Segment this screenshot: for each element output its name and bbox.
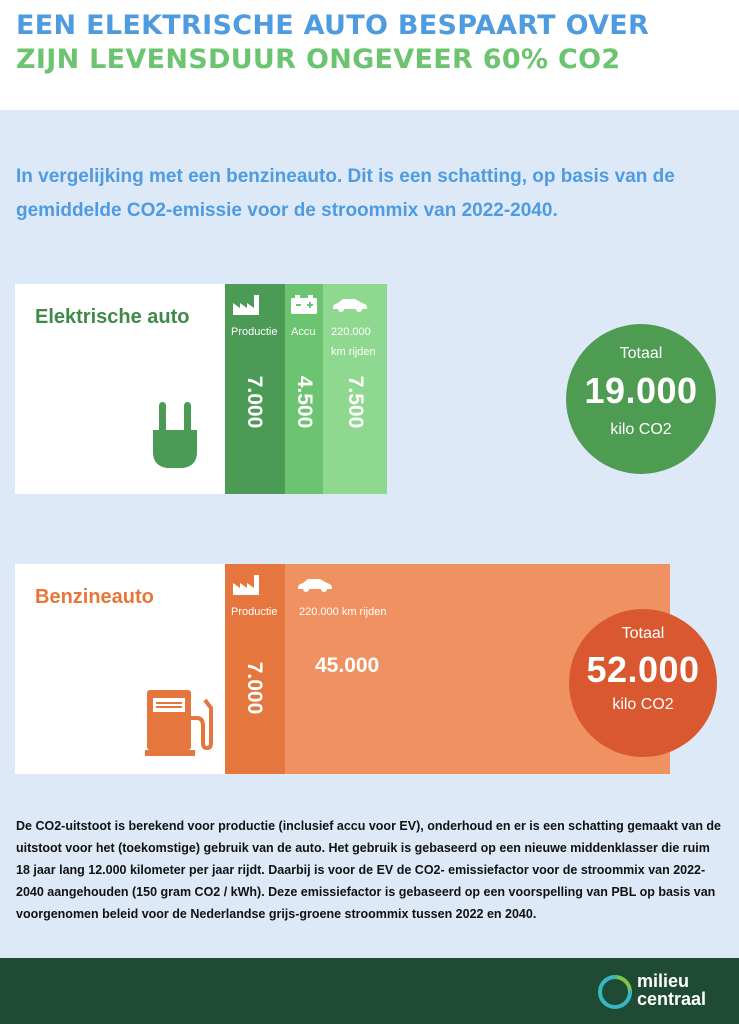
footer <box>0 958 739 1024</box>
petrol-total-unit: kilo CO2 <box>612 696 674 713</box>
petrol-title: Benzineauto <box>35 586 154 608</box>
title-line-2: ZIJN LEVENSDUUR ONGEVEER 60% CO2 <box>16 44 621 75</box>
ev-label-rijden-1: 220.000 <box>331 326 371 338</box>
petrol-label-rijden: 220.000 km rijden <box>299 606 387 618</box>
infographic-panel <box>0 110 739 958</box>
petrol-total-circle <box>569 609 717 757</box>
subtitle: In vergelijking met een benzineauto. Dit is een schatting, op basis van de gemiddelde CO2-emissie voor de stroommix van 2022-2040. <box>16 166 675 221</box>
logo-text <box>637 972 706 1008</box>
fuel-pump-icon <box>145 688 215 758</box>
header <box>0 0 739 110</box>
petrol-value-productie: 7.000 <box>243 661 266 715</box>
footnote: De CO2-uitstoot is berekend voor productie (inclusief accu voor EV), onderhoud en er is een schatting gemaakt van de uitstoot voor het (toekomstige) gebruik van de auto. Het gebruik is gebaseerd op een nieuwe middenklasser die ruim 18 jaar lang 12.000 kilometer per jaar rijdt. Daarbij is voor de EV de CO2- emissiefactor voor de stroommix van 2022-2040 aangehouden (150 gram CO2 / kWh). Deze emissiefactor is gebaseerd op een voorspelling van PBL op basis van voorgenomen beleid voor de Nederlandse grijs-groene stroommix tussen 2022 en 2040. <box>16 819 722 921</box>
ev-label-productie: Productie <box>231 326 278 338</box>
logo-text-line2: centraal <box>637 989 707 1009</box>
battery-icon <box>290 295 318 315</box>
petrol-total-value: 52.000 <box>586 649 700 690</box>
ev-total-unit: kilo CO2 <box>610 421 672 438</box>
ev-value-rijden: 7.500 <box>344 375 367 429</box>
petrol-value-rijden: 45.000 <box>315 654 380 677</box>
petrol-label-productie: Productie <box>231 606 278 618</box>
ev-row <box>15 284 387 494</box>
ev-label-rijden-2: km rijden <box>331 346 376 358</box>
ev-total-circle <box>566 324 716 474</box>
factory-icon <box>232 574 260 596</box>
car-icon <box>332 298 368 312</box>
ev-bar-productie <box>225 284 285 494</box>
factory-icon <box>232 294 260 316</box>
ev-value-productie: 7.000 <box>243 375 266 429</box>
ev-total-value: 19.000 <box>584 370 698 411</box>
car-icon <box>297 578 333 592</box>
logo-text-line1: milieu <box>637 971 690 991</box>
ev-label-accu: Accu <box>291 326 316 338</box>
milieu-centraal-logo-icon <box>597 974 633 1015</box>
petrol-bar-productie <box>225 564 285 774</box>
plug-icon <box>147 396 203 474</box>
ev-bar-rijden <box>323 284 387 494</box>
ev-total-label: Totaal <box>619 345 663 362</box>
title-line-1: EEN ELEKTRISCHE AUTO BESPAART OVER <box>16 10 650 41</box>
ev-bar-accu <box>285 284 323 494</box>
ev-title: Elektrische auto <box>35 306 190 328</box>
petrol-total-label: Totaal <box>621 625 665 642</box>
ev-value-accu: 4.500 <box>293 375 316 429</box>
